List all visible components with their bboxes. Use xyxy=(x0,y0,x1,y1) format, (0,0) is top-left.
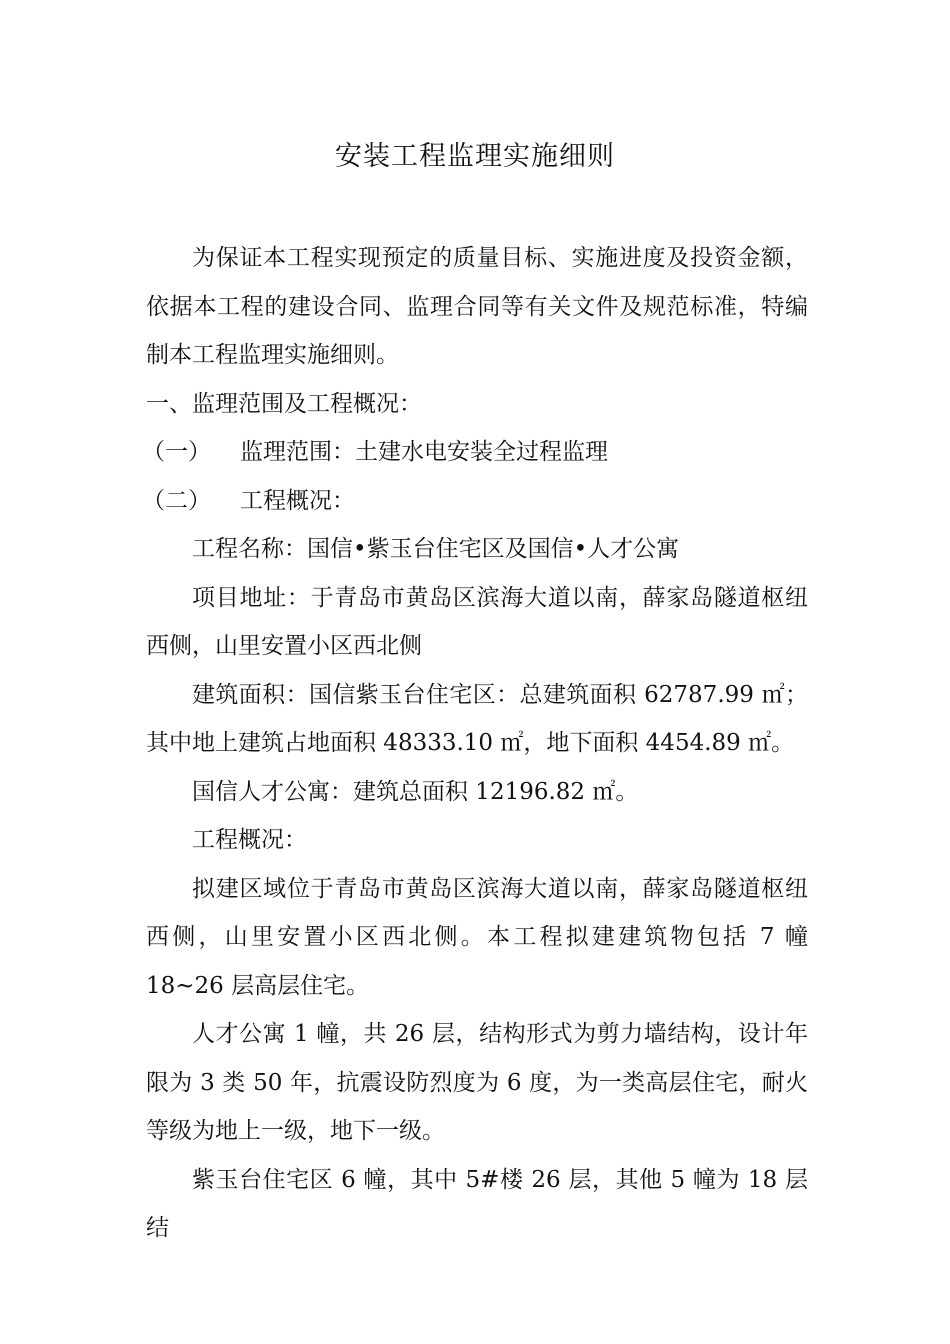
subsection-scope xyxy=(142,428,808,477)
apartment-area: 国信人才公寓：建筑总面积 12196.82 ㎡。 xyxy=(192,778,639,805)
building-area: 建筑面积：国信紫玉台住宅区：总建筑面积 62787.99 ㎡；其中地上建筑占地面积 48333.10 ㎡，地下面积 4454.89 ㎡。 xyxy=(146,681,808,756)
residential-detail: 紫玉台住宅区 6 幢，其中 5#楼 26 层，其他 5 幢为 18 层结 xyxy=(146,1166,808,1241)
document-title: 安装工程监理实施细则 xyxy=(335,141,615,172)
document-body xyxy=(142,234,808,1253)
subsection-text: 监理范围：土建水电安装全过程监理 xyxy=(240,439,608,465)
subsection-text: 工程概况： xyxy=(240,487,355,514)
overview-heading: 工程概况： xyxy=(192,827,307,853)
project-name: 工程名称：国信•紫玉台住宅区及国信•人才公寓 xyxy=(192,536,680,562)
section-heading-scope: 一、监理范围及工程概况： xyxy=(146,390,422,417)
project-address: 项目地址：于青岛市黄岛区滨海大道以南，薛家岛隧道枢纽西侧，山里安置小区西北侧 xyxy=(146,584,808,659)
apartment-detail: 人才公寓 1 幢，共 26 层，结构形式为剪力墙结构，设计年限为 3 类 50 年，抗震设防烈度为 6 度，为一类高层住宅，耐火等级为地上一级，地下一级。 xyxy=(146,1021,808,1144)
subsection-number: （二） xyxy=(142,487,211,514)
subsection-number: （一） xyxy=(142,439,211,465)
subsection-overview xyxy=(142,477,808,526)
overview-text: 拟建区域位于青岛市黄岛区滨海大道以南，薛家岛隧道枢纽西侧，山里安置小区西北侧。本工程拟建建筑物包括 7 幢 18~26 层高层住宅。 xyxy=(146,875,808,999)
intro-paragraph: 为保证本工程实现预定的质量目标、实施进度及投资金额，依据本工程的建设合同、监理合同等有关文件及规范标准，特编制本工程监理实施细则。 xyxy=(146,245,808,368)
